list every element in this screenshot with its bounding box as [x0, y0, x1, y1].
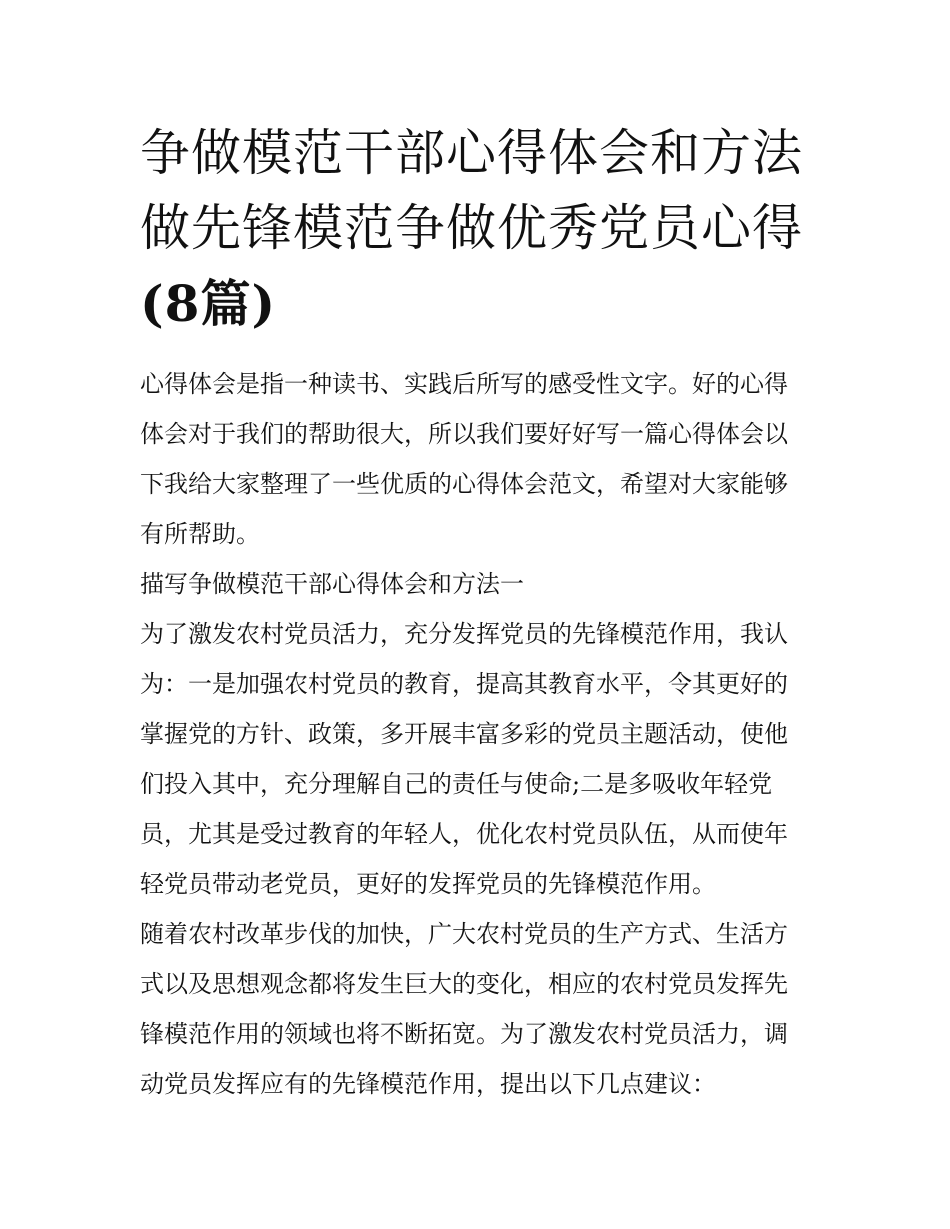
text-line: 为了激发农村党员活力，充分发挥党员的先锋模范作用，我认 — [140, 620, 788, 648]
text-line: 下我给大家整理了一些优质的心得体会范文，希望对大家能够 — [140, 470, 788, 498]
text-line: 有所帮助。 — [140, 520, 260, 548]
body-paragraph — [140, 609, 815, 909]
text-line: 随着农村改革步伐的加快，广大农村党员的生产方式、生活方 — [140, 920, 788, 948]
text-line: 锋模范作用的领域也将不断拓宽。为了激发农村党员活力，调 — [140, 1020, 788, 1048]
intro-paragraph — [140, 359, 815, 559]
title-line: 做先锋模范争做优秀党员心得 — [140, 199, 803, 257]
text-line: 描写争做模范干部心得体会和方法一 — [140, 570, 524, 598]
text-line: 掌握党的方针、政策，多开展丰富多彩的党员主题活动，使他 — [140, 720, 788, 748]
text-line: 式以及思想观念都将发生巨大的变化，相应的农村党员发挥先 — [140, 970, 788, 998]
text-line: 为：一是加强农村党员的教育，提高其教育水平，令其更好的 — [140, 670, 788, 698]
title-line: 争做模范干部心得体会和方法 — [140, 124, 803, 182]
body-paragraph — [140, 909, 815, 1109]
text-line: 动党员发挥应有的先锋模范作用，提出以下几点建议： — [140, 1070, 716, 1098]
text-line: 体会对于我们的帮助很大，所以我们要好好写一篇心得体会以 — [140, 420, 788, 448]
text-line: 心得体会是指一种读书、实践后所写的感受性文字。好的心得 — [140, 370, 788, 398]
text-line: 员，尤其是受过教育的年轻人，优化农村党员队伍，从而使年 — [140, 820, 788, 848]
document-title — [140, 0, 815, 341]
title-line: (8篇) — [140, 274, 277, 333]
section-heading — [140, 559, 815, 609]
text-line: 轻党员带动老党员，更好的发挥党员的先锋模范作用。 — [140, 870, 716, 898]
document-body — [140, 359, 815, 1109]
text-line: 们投入其中，充分理解自己的责任与使命;二是多吸收年轻党 — [140, 770, 773, 798]
